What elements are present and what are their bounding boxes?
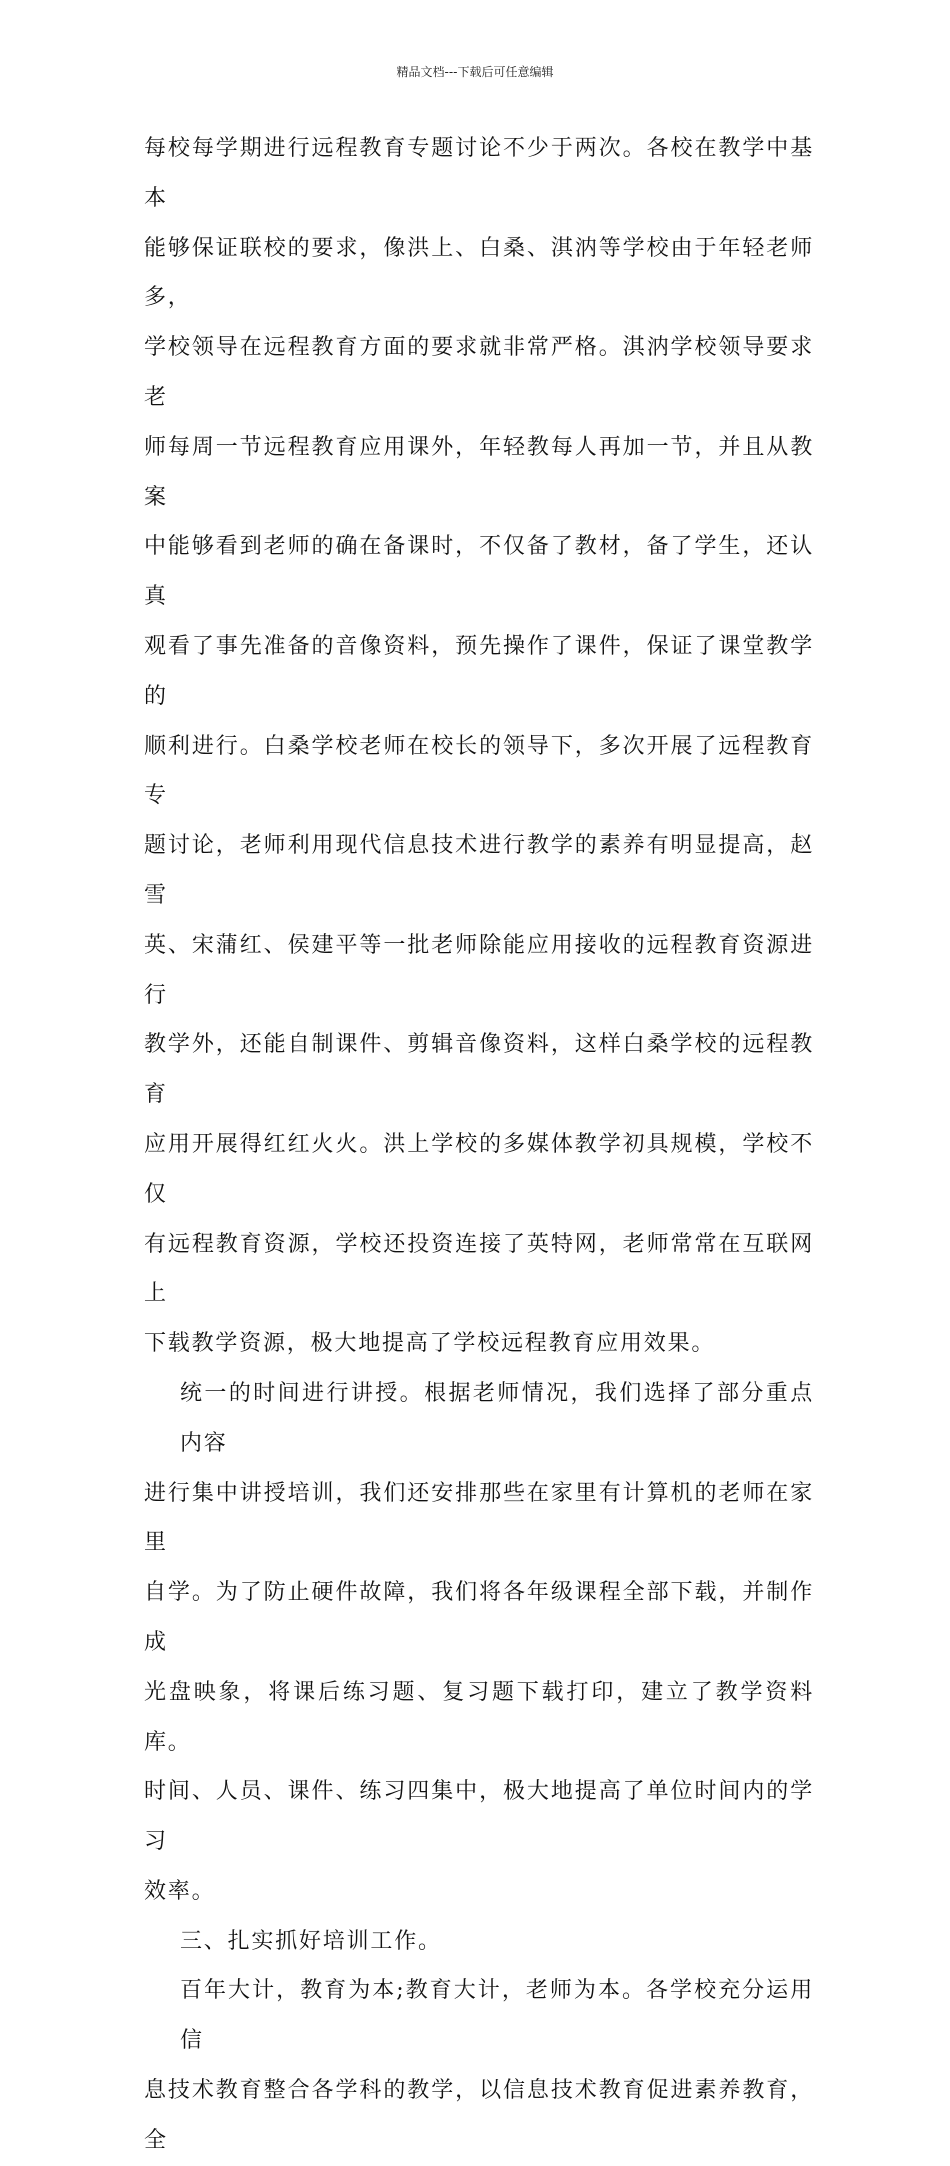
text-line: 中能够看到老师的确在备课时，不仅备了教材，备了学生，还认真 [144, 534, 814, 610]
text-line: 百年大计，教育为本;教育大计，老师为本。各学校充分运用信 [180, 1978, 814, 2054]
text-line: 三、扎实抓好培训工作。 [180, 1928, 442, 1954]
text-line: 英、宋蒲红、侯建平等一批老师除能应用接收的远程教育资源进行 [144, 932, 814, 1008]
text-line: 统一的时间进行讲授。根据老师情况，我们选择了部分重点内容 [180, 1380, 814, 1456]
section-heading [144, 1917, 814, 1967]
text-line: 进行集中讲授培训，我们还安排那些在家里有计算机的老师在家里 [144, 1480, 814, 1556]
paragraph [144, 1966, 814, 2165]
text-line: 顺利进行。白桑学校老师在校长的领导下，多次开展了远程教育专 [144, 733, 814, 809]
document-body [144, 124, 814, 2166]
text-line: 师每周一节远程教育应用课外，年轻教每人再加一节，并且从教案 [144, 434, 814, 510]
text-line: 自学。为了防止硬件故障，我们将各年级课程全部下载，并制作成 [144, 1580, 814, 1655]
text-line: 息技术教育整合各学科的教学，以信息技术教育促进素养教育，全 [144, 2078, 814, 2153]
text-line: 下载教学资源，极大地提高了学校远程教育应用效果。 [144, 1331, 716, 1357]
paragraph [144, 124, 814, 1369]
text-line: 教学外，还能自制课件、剪辑音像资料，这样白桑学校的远程教育 [144, 1032, 814, 1108]
text-line: 题讨论，老师利用现代信息技术进行教学的素养有明显提高，赵雪 [144, 833, 814, 908]
text-line: 观看了事先准备的音像资料，预先操作了课件，保证了课堂教学的 [144, 633, 814, 709]
text-line: 光盘映象，将课后练习题、复习题下载打印，建立了教学资料库。 [144, 1679, 814, 1755]
text-line: 学校领导在远程教育方面的要求就非常严格。淇汭学校领导要求老 [144, 335, 814, 410]
text-line: 时间、人员、课件、练习四集中，极大地提高了单位时间内的学习 [144, 1779, 814, 1855]
page-header: 精品文档---下载后可任意编辑 [396, 65, 554, 79]
text-line: 效率。 [144, 1878, 216, 1904]
text-line: 有远程教育资源，学校还投资连接了英特网，老师常常在互联网上 [144, 1231, 814, 1307]
text-line: 每校每学期进行远程教育专题讨论不少于两次。各校在教学中基本 [144, 136, 814, 211]
text-line: 能够保证联校的要求，像洪上、白桑、淇汭等学校由于年轻老师多， [144, 235, 814, 311]
paragraph [144, 1369, 814, 1917]
text-line: 应用开展得红红火火。洪上学校的多媒体教学初具规模，学校不仅 [144, 1131, 814, 1207]
